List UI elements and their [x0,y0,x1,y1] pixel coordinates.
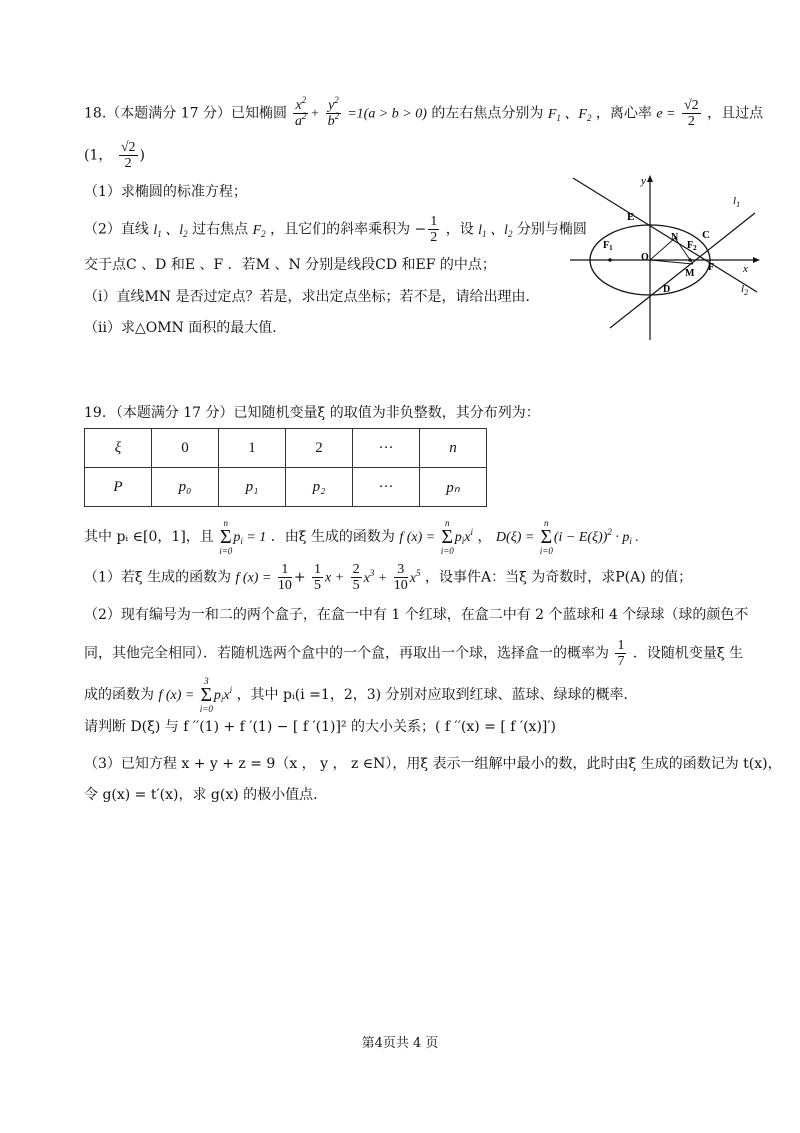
frac: $\frac{1}{10}$ [277,562,292,593]
q18-line1: 18.（本题满分 17 分）已知椭圆 $\frac{x^2}{a^2}$ + $\frac{y^2}{b^2}$ =1(a > b > 0) 的左右焦点分别为 $F_1$ 、$F_2$ ，离心率 e = $\frac{√2}{2}$ ，且过点 [84,95,764,129]
ellipse-figure [565,168,765,343]
frac: $\frac{1}{7}$ [617,638,625,669]
sum-symbol: 3 Σ i=0 [199,676,213,714]
q19-line1: 19．（本题满分 17 分）已知随机变量ξ 的取值为非负整数，其分布列为： [84,405,540,421]
fig-label-y: y [641,175,646,187]
q18-part2-cont: 交于点C 、D 和E 、F ．若M 、N 分别是线段CD 和EF 的中点； [84,257,496,273]
q19-l2-c: ， [477,529,492,545]
q19-p1-a: （1）若ξ 生成的函数为 [84,569,232,586]
q18-point-open: (1， [84,147,113,164]
q19-p1-b: ，设事件A：当ξ 为奇数时，求P(A) 的值； [424,569,693,586]
ellipse-frac-y: $\frac{y^2}{b^2}$ [327,95,340,129]
table-cell: 1 [219,429,286,468]
table-cell: P [85,468,152,507]
q19-l2-b: ．由ξ 生成的函数为 [270,529,395,545]
sum-symbol: n Σ i=0 [219,518,233,556]
table-cell: p₁ [219,468,286,507]
q19-part2-l1: （2）现有编号为一和二的两个盒子，在盒一中有 1 个红球，在盒二中有 2 个蓝球和 4 个绿球（球的颜色不 [84,607,749,623]
sum-symbol: n Σ i=0 [539,518,553,556]
q19-p2-l2a: 同，其他完全相同）．若随机选两个盒中的一个盒，再取出一个球，选择盒一的概率为 [84,645,609,662]
fig-label-l1: $l_1$ [733,195,741,209]
q19-line2: 其中 pᵢ ∈[0，1]，且 n Σ i=0 $p_i = 1$ ．由ξ 生成的函数为 f (x) = n Σ i=0 $p_ix^i$ ， D(ξ) = n Σ i=0 $(i - E(\xi))^2 \cdot p_i$ . [84,518,639,556]
q18-text-c: ，离心率 [595,105,652,122]
table-cell: p₂ [286,468,353,507]
q19-p2-l2b: ．设随机变量ξ 生 [632,645,744,662]
page-footer: 第4页共 4 页 [361,1036,439,1051]
table-cell: ··· [353,468,420,507]
q19-part2-l3: 成的函数为 f (x) = 3 Σ i=0 $p_ix^i$ ，其中 pᵢ(i =1，2，3) 分别对应取到红球、蓝球、绿球的概率． [84,676,638,714]
q18-part1: （1）求椭圆的标准方程； [84,184,247,200]
fig-label-x: x [743,263,748,275]
q18-p2-b: 过右焦点 [192,221,249,238]
fig-label-C: C [702,229,710,241]
sum-symbol: n Σ i=0 [440,518,454,556]
q19-p2-l3b: ，其中 pᵢ(i =1，2，3) 分别对应取到红球、蓝球、绿球的概率． [236,687,638,703]
point-frac: $\frac{√2}{2}$ [120,140,136,171]
frac: $\frac{3}{10}$ [393,562,408,593]
distribution-table [84,428,487,507]
frac: $\frac{2}{5}$ [352,562,360,593]
q18-line2: (1， $\frac{√2}{2}$ ) [84,140,145,171]
slope-frac: $\frac{1}{2}$ [430,214,438,245]
q19-part3-l2: 令 g(x) = t′(x)，求 g(x) 的极小值点． [84,787,328,803]
fig-label-F1: $F_1$ [603,240,613,252]
table-cell: pₙ [420,468,487,507]
fig-label-O: O [641,252,649,263]
q18-p2-e: 分别与椭圆 [516,221,587,238]
q18-p2-c: ，且它们的斜率乘积为 [270,221,411,238]
q19-part1: （1）若ξ 生成的函数为 f (x) = $\frac{1}{10}$ + $\frac{1}{5}$ x + $\frac{2}{5}$ $x^3$ + $\frac{3}{10}$ $x^5$ ，设事件A：当ξ 为奇数时，求P(A) 的值； [84,562,693,593]
q18-text-a: 18.（本题满分 17 分）已知椭圆 [84,105,287,122]
q18-part2: （2）直线 $l_1$ 、$l_2$ 过右焦点 $F_2$ ，且它们的斜率乘积为 − $\frac{1}{2}$ ，设 $l_1$ 、$l_2$ 分别与椭圆 [84,214,587,245]
ellipse-frac-x: $\frac{x^2}{a^2}$ [295,95,307,129]
fig-label-D: D [663,284,671,295]
table-cell: 2 [286,429,353,468]
q19-part2-l4: 请判断 D(ξ) 与 f ′′(1) + f ′(1) − [ f ′(1)]² 的大小关系；( f ′′(x) = [ f ′(x)]′) [84,719,557,735]
q18-text-b: 的左右焦点分别为 [431,105,544,122]
table-cell: p₀ [152,468,219,507]
eccentricity-frac: $\frac{√2}{2}$ [683,98,699,129]
fig-label-E: E [627,211,635,223]
fig-label-F2: $F_2$ [687,240,697,252]
table-cell: n [420,429,487,468]
q19-p2-l3a: 成的函数为 [84,687,154,703]
q19-part2-l2 [84,638,743,669]
table-cell: ξ [85,429,152,468]
q19-l2-a: 其中 pᵢ ∈[0，1]，且 [84,529,214,545]
table-cell: 0 [152,429,219,468]
q18-part2-ii: （ii）求△OMN 面积的最大值． [84,320,287,336]
table-row [85,468,487,507]
q18-text-d: ，且过点 [707,105,764,122]
fig-label-M: M [685,268,695,279]
fig-label-N: N [671,232,679,243]
q18-p2-d: ，设 [445,221,474,238]
q18-part2-i: （i）直线MN 是否过定点？若是，求出定点坐标；若不是，请给出理由． [84,289,540,305]
fig-label-l2: $l_2$ [741,283,749,297]
q18-p2-a: （2）直线 [84,221,149,238]
frac: $\frac{1}{5}$ [314,562,322,593]
table-row [85,429,487,468]
fig-label-F: F [708,262,715,273]
table-cell: ··· [353,429,420,468]
q19-part3-l1: （3）已知方程 x + y + z = 9（x ， y ， z ∈N），用ξ 表示一组解中最小的数，此时由ξ 生成的函数记为 t(x)， [84,756,782,772]
